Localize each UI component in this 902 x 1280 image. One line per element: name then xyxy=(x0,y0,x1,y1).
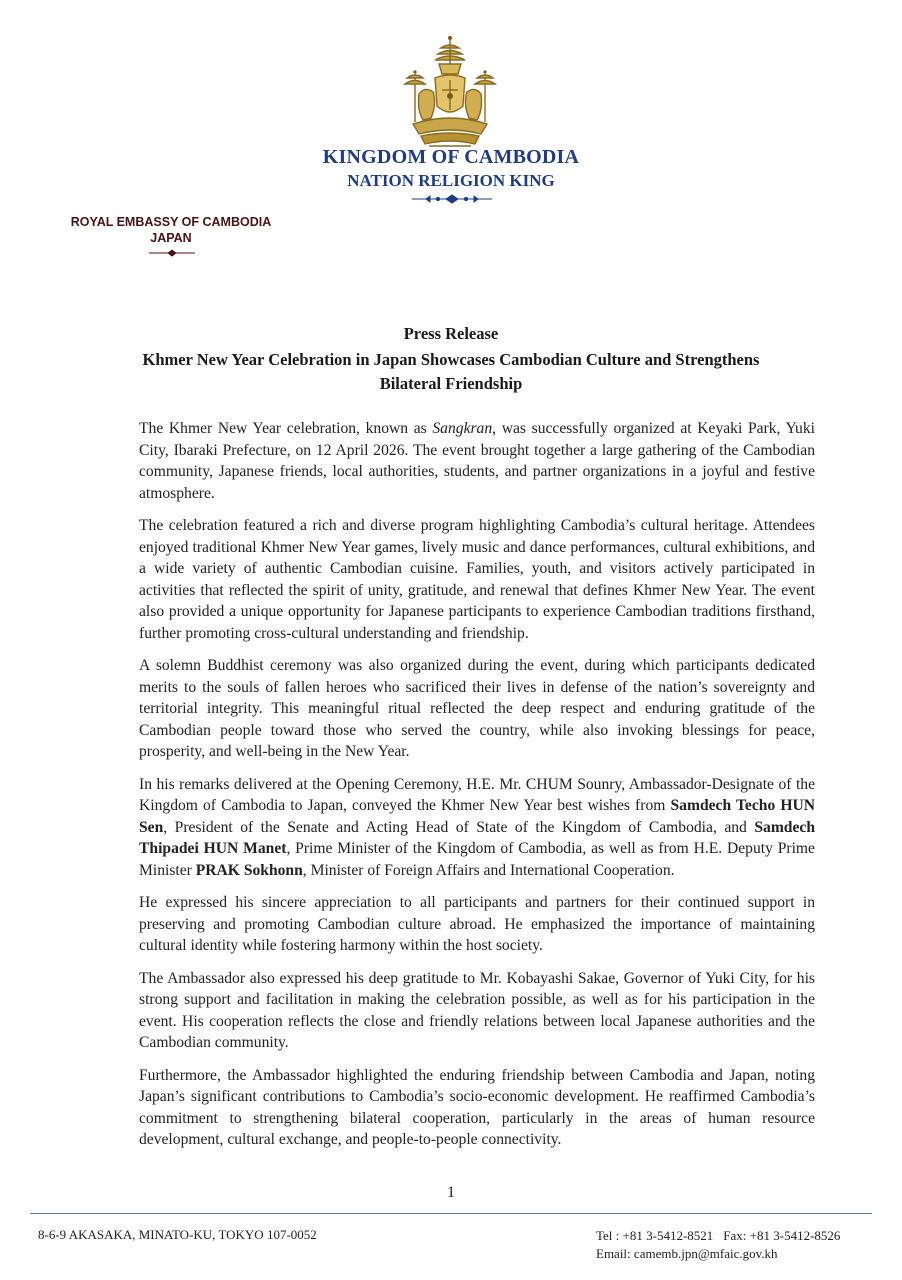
email-label: Email: xyxy=(596,1246,634,1261)
country-heading: KINGDOM OF CAMBODIA xyxy=(322,146,580,168)
press-release-title: Khmer New Year Celebration in Japan Showcases Cambodian Culture and Strengthens Bilateral Friendship xyxy=(142,350,760,393)
footer-contact xyxy=(596,1227,840,1263)
royal-arms-emblem xyxy=(395,34,505,152)
name-prak-sokhonn: PRAK Sokhonn xyxy=(195,861,303,879)
paragraph-4-text-a: In his remarks delivered at the Opening Ceremony, H.E. Mr. CHUM Sounry, Ambassador-Designate of the Kingdom of Cambodia to Japan, conveyed the Khmer New Year best wishes from xyxy=(139,775,815,814)
email-address[interactable]: camemb.jpn@mfaic.gov.kh xyxy=(633,1246,778,1261)
paragraph-4 xyxy=(139,774,815,882)
tel-number: +81 3-5412-8521 xyxy=(622,1228,714,1243)
ornament-divider-icon xyxy=(410,194,494,204)
embassy-line-1: ROYAL EMBASSY OF CAMBODIA xyxy=(70,215,272,229)
paragraph-1-text-a: The Khmer New Year celebration, known as xyxy=(139,420,433,437)
paragraph-5: He expressed his sincere appreciation to all participants and partners for their continued support in preserving and promoting Cambodian culture abroad. He emphasized the importance of maintaining cultural identity while fostering harmony within the host society. xyxy=(139,894,815,954)
footer-divider xyxy=(30,1213,872,1214)
name-hun-manet: Samdech Thipadei HUN Manet xyxy=(139,818,815,857)
paragraph-1-text-b: , was successfully organized at Keyaki Park, Yuki City, Ibaraki Prefecture, on 12 April 2026. The event brought together a large gathering of the Cambodian community, Japanese friends, local authorities, students, and partner organizations in a joyful and festive atmosphere. xyxy=(139,420,815,502)
embassy-line-2: JAPAN xyxy=(150,231,192,245)
national-motto: NATION RELIGION KING xyxy=(347,171,555,190)
paragraph-4-text-c: , Prime Minister of the Kingdom of Cambodia, as well as from H.E. Deputy Prime Minister xyxy=(139,840,815,879)
paragraph-2: The celebration featured a rich and diverse program highlighting Cambodia’s cultural heritage. Attendees enjoyed traditional Khmer New Year games, lively music and dance performances, cultural exhibitions, and a wide variety of authentic Cambodian cuisine. Families, youth, and visitors actively participated in activities that reflected the spirit of unity, gratitude, and renewal that defines Khmer New Year. The event also provided a unique opportunity for Japanese participants to experience Cambodian traditions firsthand, further promoting cross-cultural understanding and friendship. xyxy=(139,517,815,642)
page-number: 1 xyxy=(447,1184,455,1201)
small-ornament-icon xyxy=(147,249,197,257)
paragraph-6: The Ambassador also expressed his deep gratitude to Mr. Kobayashi Sakae, Governor of Yuki City, for his strong support and facilitation in making the celebration possible, as well as for his participation in the event. His cooperation reflects the close and friendly relations between local Japanese authorities and the Cambodian community. xyxy=(139,969,815,1051)
paragraph-7: Furthermore, the Ambassador highlighted the enduring friendship between Cambodia and Japan, noting Japan’s significant contributions to Cambodia’s socio-economic development. He reaffirmed Cambodia’s commitment to strengthening bilateral cooperation, particularly in the areas of human resource development, cultural exchange, and people-to-people connectivity. xyxy=(139,1066,815,1148)
footer-phone-fax-row xyxy=(596,1227,840,1245)
paragraph-4-text-d: , Minister of Foreign Affairs and International Cooperation. xyxy=(302,861,675,879)
tel-label: Tel : xyxy=(596,1228,623,1243)
embassy-name xyxy=(62,214,280,246)
fax-number: +81 3-5412-8526 xyxy=(749,1228,841,1243)
name-hun-sen: Samdech Techo HUN Sen xyxy=(139,797,815,836)
footer-email-row xyxy=(596,1245,840,1263)
paragraph-3: A solemn Buddhist ceremony was also organized during the event, during which participants dedicated merits to the souls of fallen heroes who sacrificed their lives in defense of the nation’s sovereignty and territorial integrity. This meaningful ritual reflected the deep respect and enduring gratitude of the Cambodian people toward those who served the country, while also invoking blessings for peace, prosperity, and well-being in the New Year. xyxy=(139,657,815,760)
paragraph-4-text-b: , President of the Senate and Acting Head of State of the Kingdom of Cambodia, and xyxy=(163,818,755,836)
fax-label: Fax: xyxy=(723,1228,750,1243)
press-release-body xyxy=(139,418,815,1162)
press-release-label: Press Release xyxy=(403,324,499,343)
paragraph-1 xyxy=(139,418,815,504)
footer-address: 8-6-9 AKASAKA, MINATO-KU, TOKYO 107-0052 xyxy=(38,1227,317,1242)
sangkran-term: Sangkran xyxy=(432,420,493,437)
